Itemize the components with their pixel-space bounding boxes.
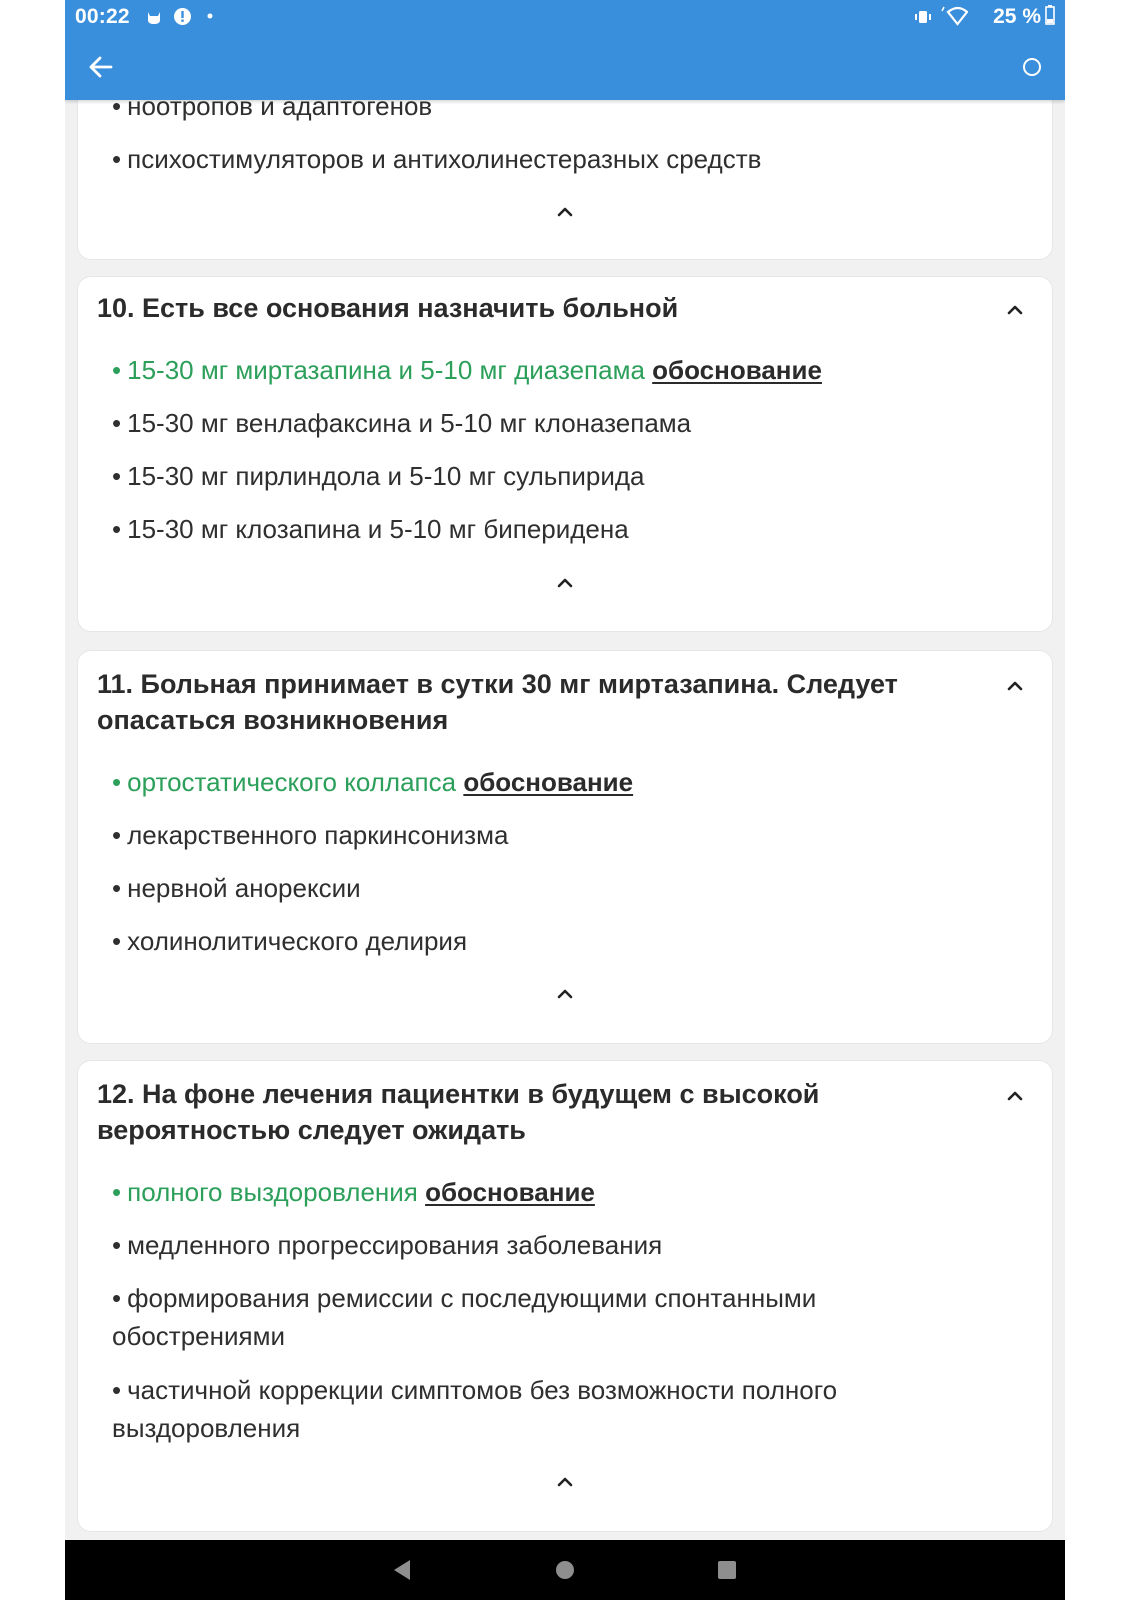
answer-option[interactable]: • нервной анорексии [112, 873, 361, 903]
cat-icon [145, 8, 163, 26]
circle-icon[interactable] [1019, 54, 1045, 80]
chevron-up-icon[interactable] [1004, 1085, 1026, 1107]
answer-text: 15-30 мг клозапина и 5-10 мг биперидена [127, 514, 629, 544]
answer-text: 15-30 мг пирлиндола и 5-10 мг сульпирида [127, 461, 645, 491]
status-bar [65, 0, 1065, 34]
chevron-up-icon[interactable] [554, 572, 576, 594]
question-list [65, 100, 1065, 1540]
answer-option-correct[interactable]: • ортостатического коллапса обоснование [112, 767, 634, 797]
answer-option[interactable]: • 15-30 мг клозапина и 5-10 мг биперидена [112, 514, 629, 544]
status-time: 00:22 [75, 5, 130, 28]
answer-option-correct[interactable]: • полного выздоровления обоснование [112, 1177, 595, 1207]
back-triangle-icon[interactable] [390, 1558, 414, 1582]
dot-icon [207, 13, 213, 19]
answer-text: 15-30 мг венлафаксина и 5-10 мг клоназепама [127, 408, 692, 438]
question-title: 12. На фоне лечения пациентки в будущем с высокой вероятностью следует ожидать [97, 1079, 820, 1145]
answer-text: психостимуляторов и антихолинестеразных средств [127, 144, 762, 174]
answer-text: полного выздоровления [127, 1177, 418, 1207]
app-bar [65, 34, 1065, 100]
answer-text: частичной коррекции симптомов без возможности полного выздоровления [112, 1375, 838, 1443]
chevron-up-icon[interactable] [554, 983, 576, 1005]
answer-option[interactable]: • 15-30 мг венлафаксина и 5-10 мг клоназепама [112, 408, 692, 438]
answer-option[interactable]: • медленного прогрессирования заболевания [112, 1230, 663, 1260]
navigation-bar [65, 1540, 1065, 1600]
answer-text: 15-30 мг миртазапина и 5-10 мг диазепама [127, 355, 645, 385]
answer-option[interactable]: • психостимуляторов и антихолинестеразных средств [112, 144, 762, 174]
answer-text: нервной анорексии [127, 873, 361, 903]
question-card-12 [77, 1060, 1053, 1532]
answer-option[interactable]: • 15-30 мг пирлиндола и 5-10 мг сульпирида [112, 461, 645, 491]
answer-text: лекарственного паркинсонизма [127, 820, 509, 850]
answer-text: формирования ремиссии с последующими спонтанными обострениями [112, 1283, 817, 1351]
battery-icon [1045, 5, 1055, 25]
justification-link[interactable]: обоснование [425, 1177, 595, 1207]
home-circle-icon[interactable] [553, 1558, 577, 1582]
screen [65, 0, 1065, 1600]
answer-option[interactable]: • холинолитического делирия [112, 926, 468, 956]
vibrate-icon [913, 9, 933, 25]
recents-square-icon[interactable] [715, 1558, 739, 1582]
arrow-left-icon[interactable] [85, 51, 117, 83]
question-card-11 [77, 650, 1053, 1044]
answer-option[interactable]: • ноотропов и адаптогенов [112, 100, 1012, 125]
question-title: 10. Есть все основания назначить больной [97, 293, 679, 323]
answer-text: холинолитического делирия [127, 926, 468, 956]
answer-text: ноотропов и адаптогенов [127, 100, 433, 121]
wifi-icon [940, 6, 968, 28]
answer-option[interactable]: • формирования ремиссии с последующими спонтанными обострениями [112, 1283, 817, 1351]
answer-text: медленного прогрессирования заболевания [127, 1230, 663, 1260]
question-card-10 [77, 276, 1053, 632]
alert-icon [173, 7, 192, 26]
answer-option[interactable]: • частичной коррекции симптомов без возможности полного выздоровления [112, 1375, 838, 1443]
chevron-up-icon[interactable] [1004, 299, 1026, 321]
answer-option[interactable]: • лекарственного паркинсонизма [112, 820, 509, 850]
chevron-up-icon[interactable] [1004, 675, 1026, 697]
answer-text: ортостатического коллапса [127, 767, 457, 797]
answer-option-correct[interactable]: • 15-30 мг миртазапина и 5-10 мг диазепама обоснование [112, 355, 822, 385]
justification-link[interactable]: обоснование [463, 767, 634, 797]
battery-percent: 25 % [993, 5, 1041, 28]
justification-link[interactable]: обоснование [652, 355, 822, 385]
question-card-9 [77, 100, 1053, 260]
chevron-up-icon[interactable] [554, 1471, 576, 1493]
chevron-up-icon[interactable] [554, 201, 576, 223]
question-title: 11. Больная принимает в сутки 30 мг миртазапина. Следует опасаться возникновения [97, 669, 898, 735]
